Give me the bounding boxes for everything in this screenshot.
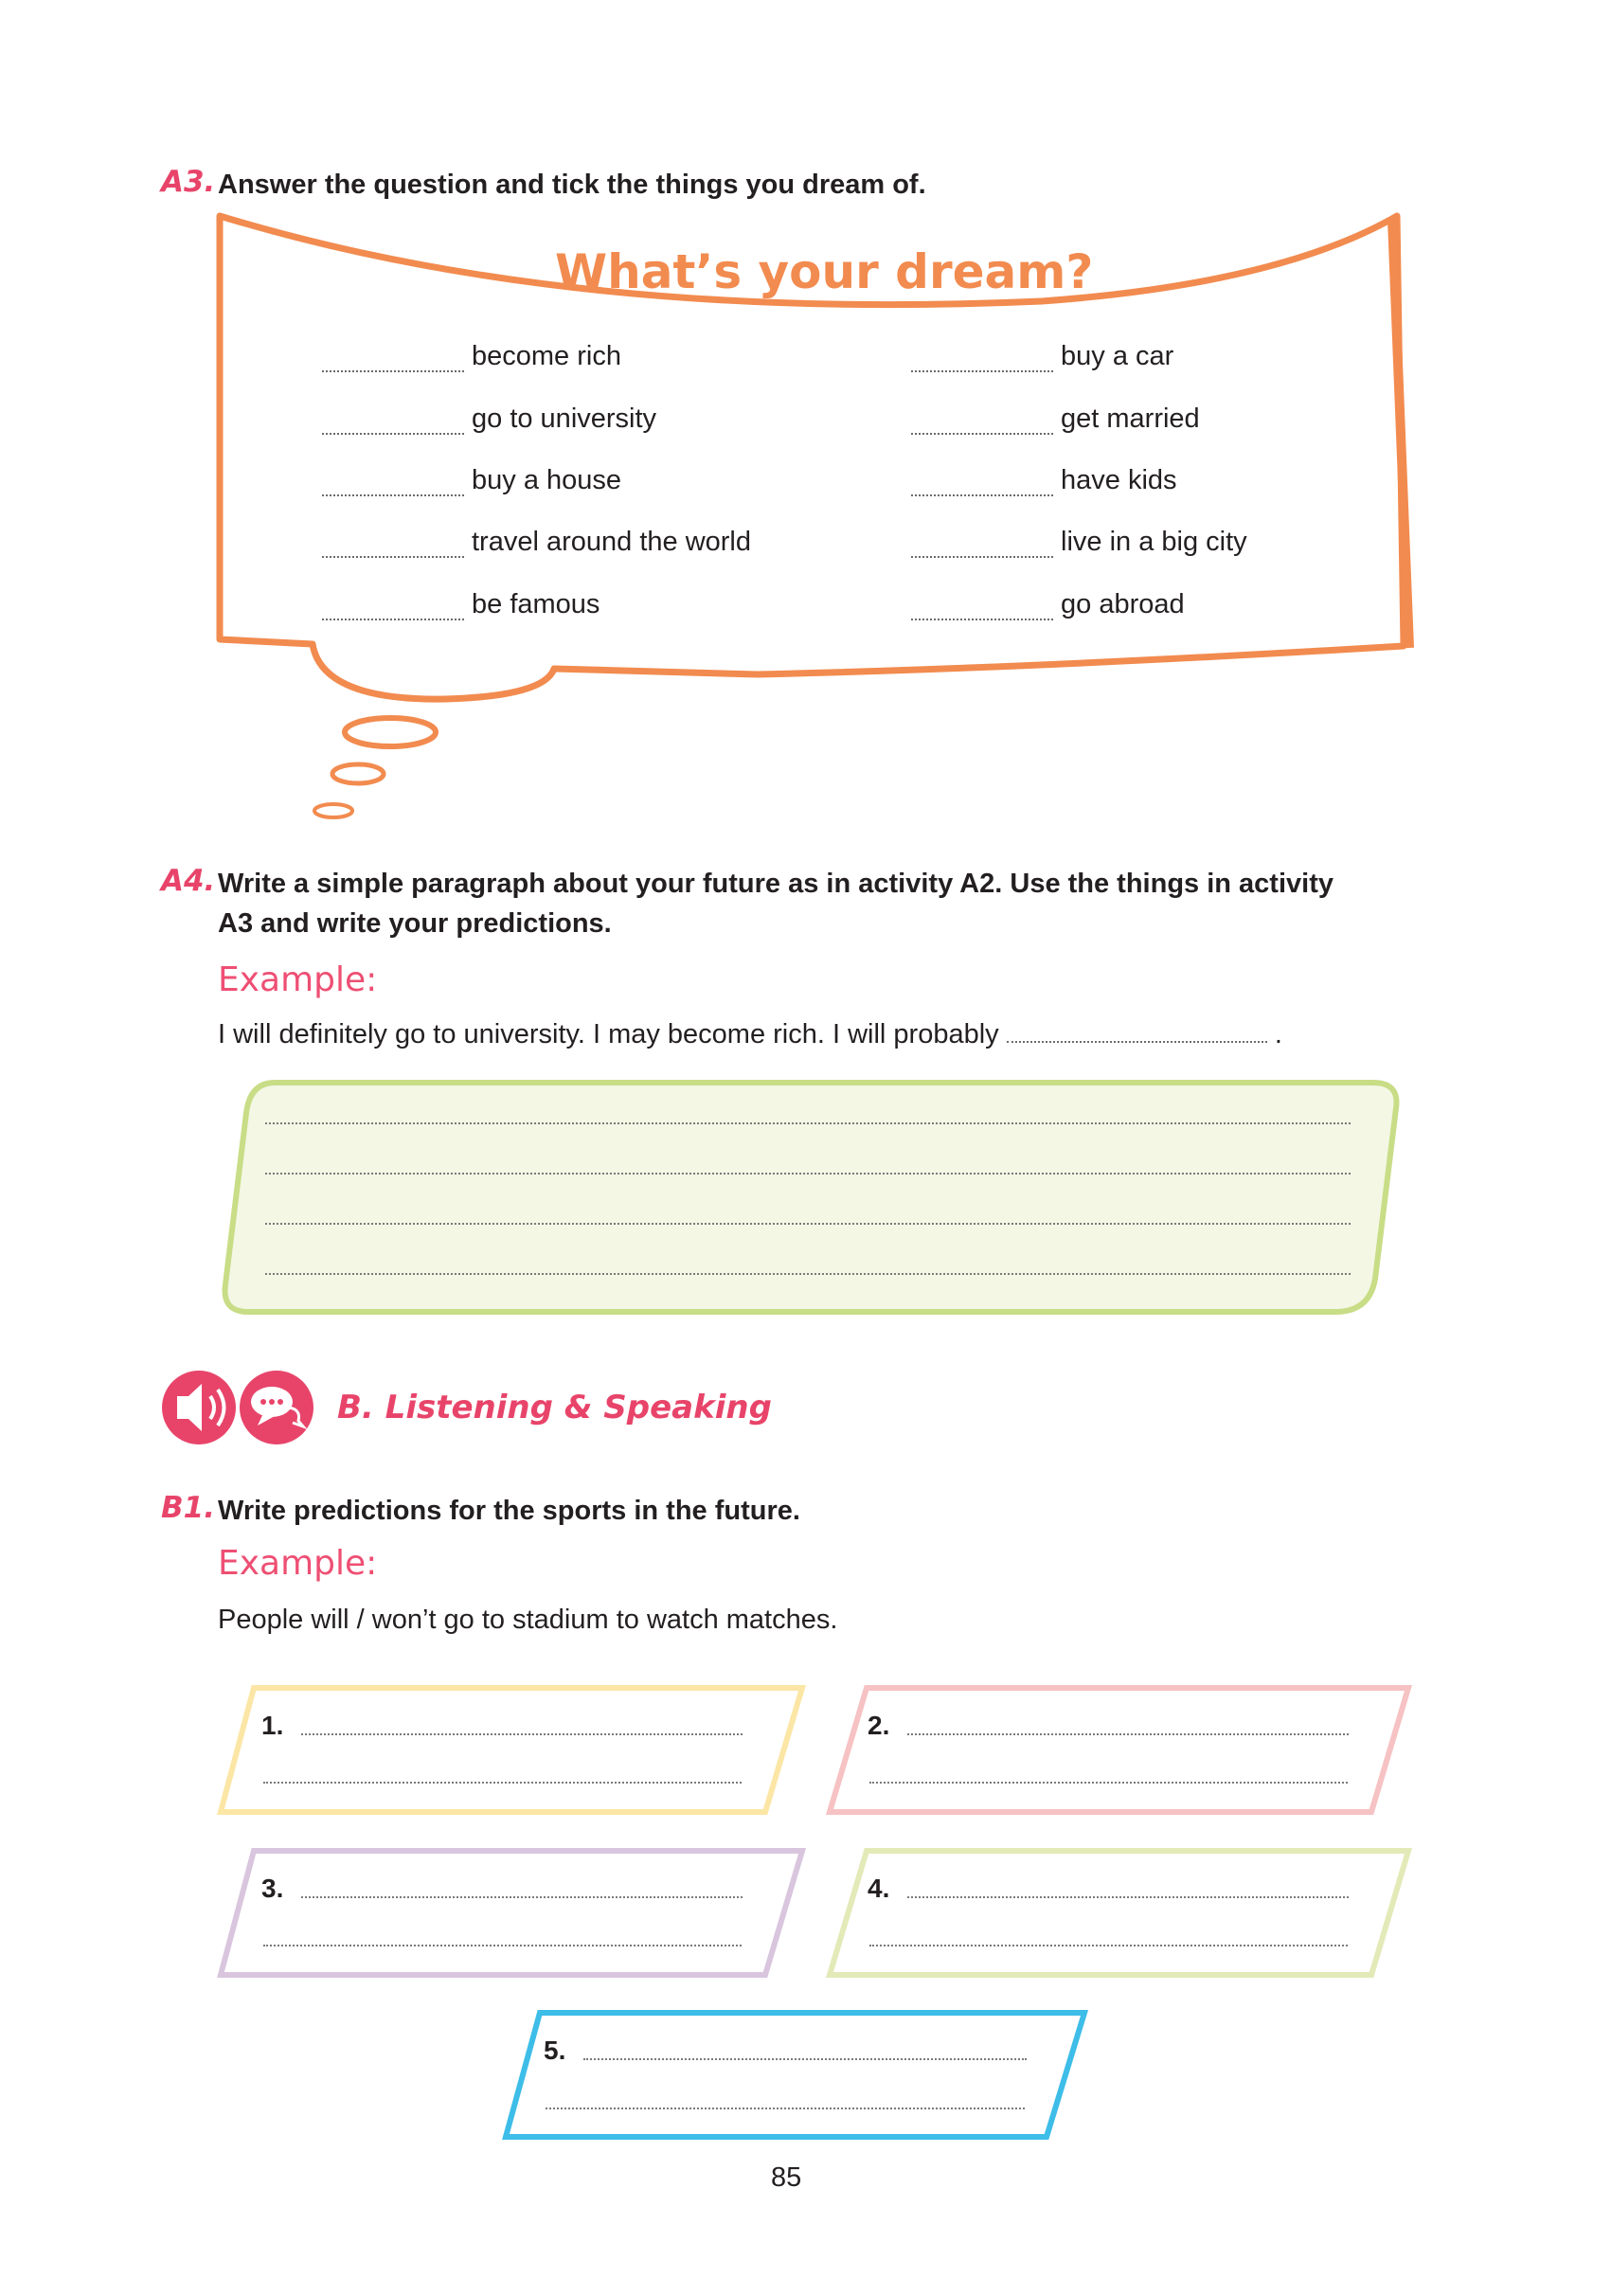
prediction-number: 2. <box>868 1711 890 1740</box>
dream-item[interactable] <box>322 527 751 558</box>
dream-item-label: buy a car <box>1061 341 1174 371</box>
dream-item-label: go to university <box>472 404 657 434</box>
dream-item[interactable] <box>911 465 1177 496</box>
prediction-box-2-frame <box>830 1688 1408 1812</box>
dream-item-label: get married <box>1061 404 1200 434</box>
tick-blank[interactable] <box>322 350 464 372</box>
tick-blank[interactable] <box>322 474 464 496</box>
prediction-line[interactable] <box>263 1945 742 1946</box>
b1-example-text: People will / won’t go to stadium to watch matches. <box>218 1605 838 1635</box>
dream-item[interactable] <box>322 341 621 372</box>
writing-line[interactable] <box>265 1173 1351 1175</box>
thought-bubble-medium <box>332 764 384 783</box>
prediction-number: 1. <box>261 1711 284 1740</box>
activity-a3-label: A3. <box>161 165 216 199</box>
prediction-line[interactable] <box>301 1896 743 1898</box>
dream-title: What’s your dream? <box>555 244 1094 299</box>
prediction-box-3-frame <box>221 1851 802 1975</box>
prediction-box-5-frame <box>506 2013 1084 2137</box>
prediction-box-4-frame <box>830 1851 1408 1975</box>
writing-area-frame <box>225 1083 1397 1312</box>
dream-item-label: have kids <box>1061 465 1177 495</box>
dream-item-label: go abroad <box>1061 589 1185 619</box>
activity-b1-instruction: Write predictions for the sports in the future. <box>218 1496 800 1526</box>
tick-blank[interactable] <box>322 412 464 435</box>
tick-blank[interactable] <box>911 350 1053 372</box>
thought-bubble-small <box>314 804 352 817</box>
dream-item[interactable] <box>322 465 621 496</box>
writing-line[interactable] <box>265 1122 1351 1124</box>
tick-blank[interactable] <box>911 535 1053 558</box>
activity-a4-instruction-line2: A3 and write your predictions. <box>218 908 612 939</box>
page-number: 85 <box>771 2162 802 2193</box>
prediction-line[interactable] <box>301 1733 743 1735</box>
a4-example-period: . <box>1274 1019 1282 1049</box>
activity-a4-label: A4. <box>161 864 216 898</box>
prediction-line[interactable] <box>907 1896 1349 1898</box>
dream-item[interactable] <box>911 404 1200 435</box>
prediction-box-1-frame <box>221 1688 802 1812</box>
dream-item[interactable] <box>322 404 656 435</box>
dream-item-label: buy a house <box>472 465 622 495</box>
activity-a3-instruction: Answer the question and tick the things you dream of. <box>218 170 926 200</box>
activity-b1-label: B1. <box>161 1491 215 1525</box>
dream-item-label: be famous <box>472 589 600 619</box>
writing-line[interactable] <box>265 1223 1351 1225</box>
thought-bubble-large <box>345 718 436 746</box>
prediction-line[interactable] <box>546 2108 1025 2109</box>
prediction-line[interactable] <box>869 1782 1348 1784</box>
dream-item[interactable] <box>911 527 1247 558</box>
tick-blank[interactable] <box>911 598 1053 620</box>
dream-item[interactable] <box>911 589 1185 620</box>
tick-blank[interactable] <box>911 412 1053 435</box>
prediction-line[interactable] <box>263 1782 742 1784</box>
dream-item[interactable] <box>911 341 1173 372</box>
b1-example-heading: Example: <box>218 1544 378 1583</box>
dream-item-label: live in a big city <box>1061 527 1247 557</box>
a4-example-heading: Example: <box>218 960 378 999</box>
section-b-title: B. Listening & Speaking <box>337 1389 772 1426</box>
dream-item-label: travel around the world <box>472 527 751 557</box>
prediction-number: 4. <box>868 1874 890 1903</box>
tick-blank[interactable] <box>322 598 464 620</box>
tick-blank[interactable] <box>322 535 464 558</box>
prediction-line[interactable] <box>583 2058 1027 2060</box>
activity-a4-instruction-line1: Write a simple paragraph about your future as in activity A2. Use the things in activity <box>218 869 1334 899</box>
a4-example-blank <box>1007 1020 1267 1043</box>
dream-item[interactable] <box>322 589 600 620</box>
a4-example-sentence: I will definitely go to university. I may become rich. I will probably <box>218 1019 999 1049</box>
prediction-line[interactable] <box>869 1945 1348 1946</box>
dream-item-label: become rich <box>472 341 621 371</box>
prediction-number: 5. <box>544 2036 566 2065</box>
prediction-line[interactable] <box>907 1733 1349 1735</box>
prediction-number: 3. <box>261 1874 284 1903</box>
writing-line[interactable] <box>265 1273 1351 1275</box>
a4-example-text <box>218 1019 1282 1050</box>
tick-blank[interactable] <box>911 474 1053 496</box>
